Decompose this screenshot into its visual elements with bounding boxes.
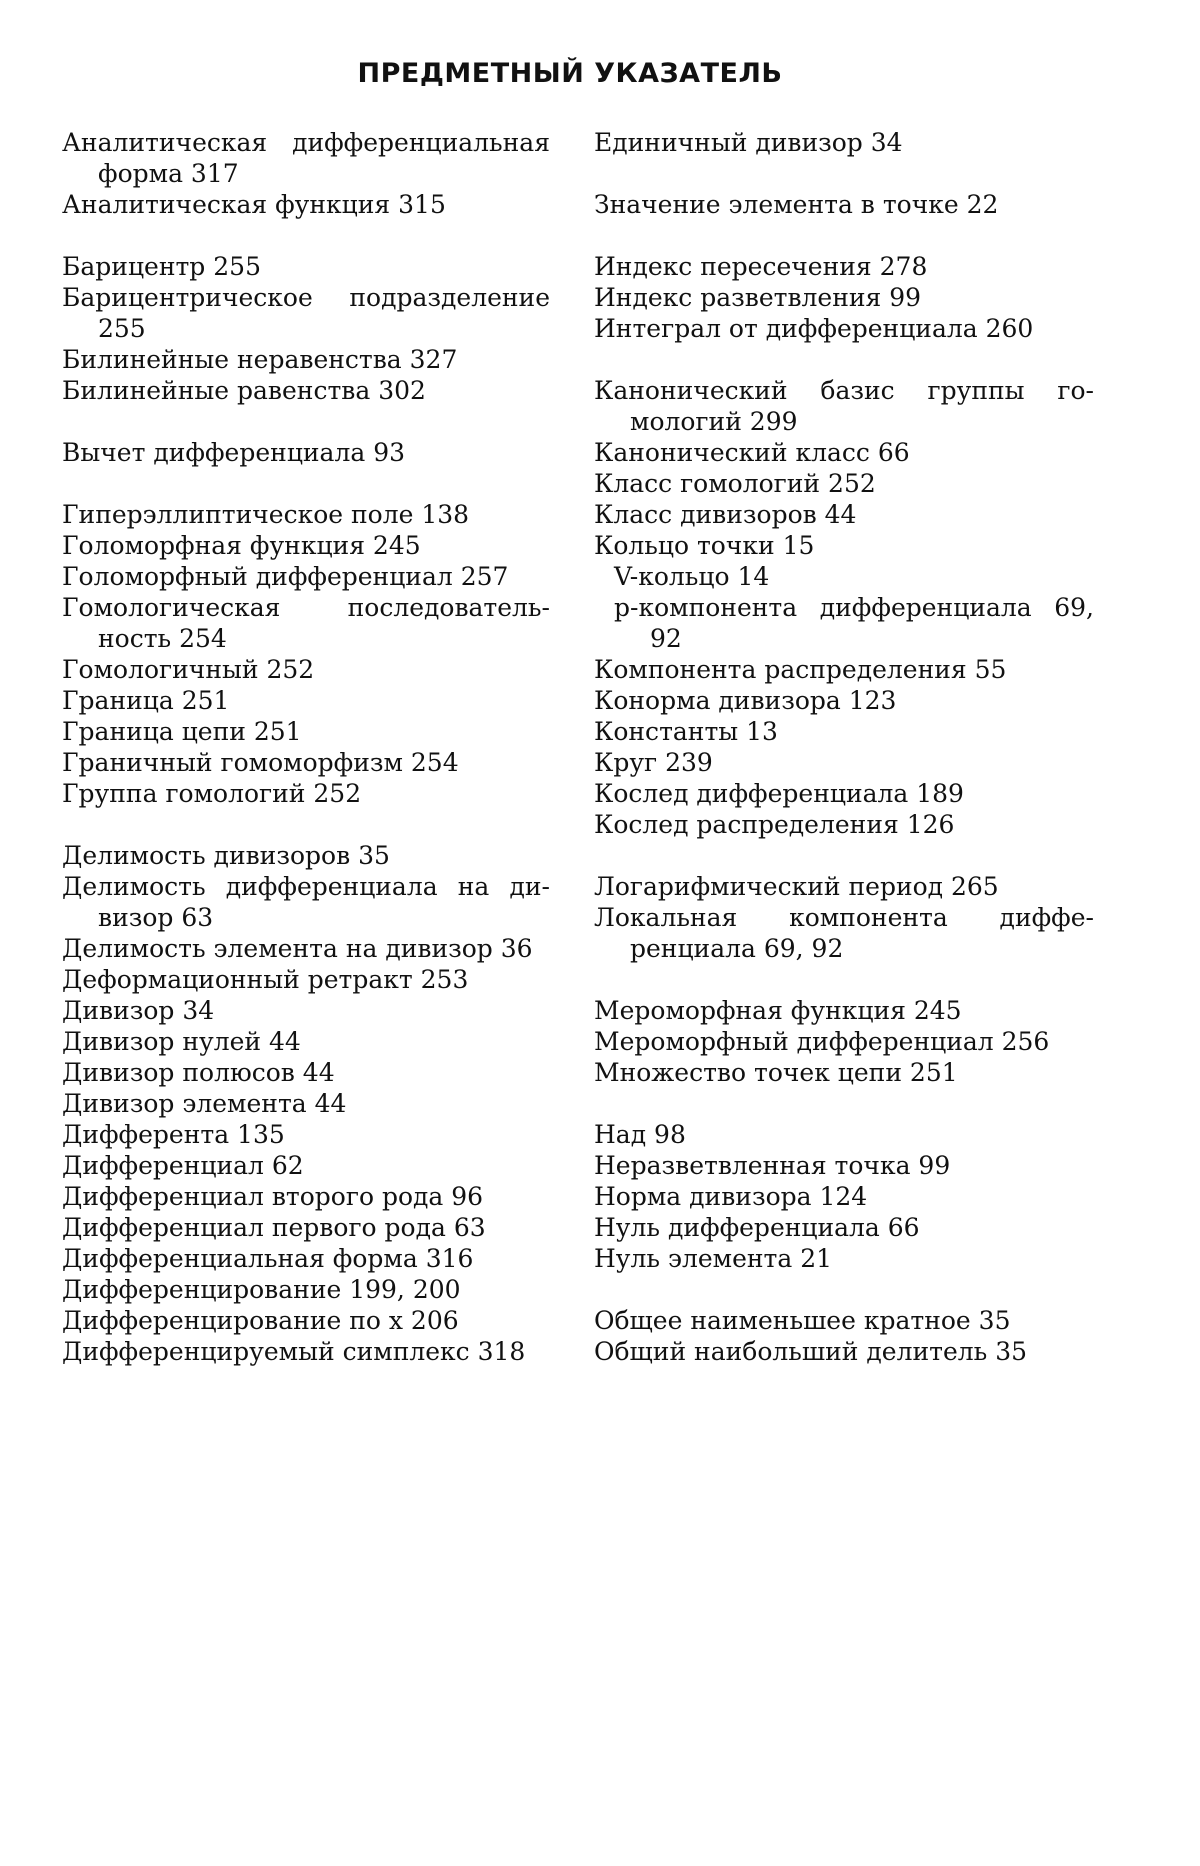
index-entry: Делимость дифференциала на дивизор 63 [62, 872, 550, 932]
index-entry: Значение элемента в точке 22 [594, 190, 999, 219]
index-entry: Голоморфный дифференциал 257 [62, 562, 509, 591]
index-entry: Кослед дифференциала 189 [594, 779, 964, 808]
index-letter-group [62, 127, 550, 220]
index-entry: Дивизор полюсов 44 [62, 1058, 335, 1087]
index-letter-group [594, 1305, 1094, 1367]
index-entry: Константы 13 [594, 717, 778, 746]
index-entry: Дифференциал второго рода 96 [62, 1182, 484, 1211]
index-letter-group [594, 375, 1094, 654]
index-entry: Дивизор элемента 44 [62, 1089, 347, 1118]
index-letter-group [594, 127, 1094, 158]
index-entry: Дифференциальная форма 316 [62, 1244, 474, 1273]
page-title: ПРЕДМЕТНЫЙ УКАЗАТЕЛЬ [357, 58, 783, 89]
index-entry: Граничный гомоморфизм 254 [62, 748, 459, 777]
index-entry: Мероморфная функция 245 [594, 996, 962, 1025]
index-entry: Конорма дивизора 123 [594, 686, 897, 715]
index-entry: Класс дивизоров 44 [594, 500, 857, 529]
index-entry: Вычет дифференциала 93 [62, 438, 406, 467]
index-entry: Нуль элемента 21 [594, 1244, 833, 1273]
index-entry: Аналитическая дифференциальная форма 317 [62, 128, 550, 188]
index-column-left [62, 127, 550, 1398]
index-entry: Локальная компонента дифференциала 69, 92 [594, 903, 1094, 963]
index-entry: Группа гомологий 252 [62, 779, 362, 808]
index-entry: Множество точек цепи 251 [594, 1058, 958, 1087]
index-entry: Делимость элемента на дивизор 36 [62, 934, 533, 963]
index-entry: Общий наибольший делитель 35 [594, 1337, 1028, 1366]
index-letter-group [594, 995, 1094, 1088]
index-entry: Индекс разветвления 99 [594, 283, 922, 312]
index-entry: Аналитическая функция 315 [62, 190, 446, 219]
index-entry: Дивизор 34 [62, 996, 215, 1025]
index-entry: Барицентр 255 [62, 252, 261, 281]
index-subentry: V-кольцо 14 [614, 562, 770, 591]
index-entry: Билинейные равенства 302 [62, 376, 426, 405]
index-entry: Билинейные неравенства 327 [62, 345, 458, 374]
index-entry: Делимость дивизоров 35 [62, 841, 390, 870]
index-entry: Дифференциал 62 [62, 1151, 304, 1180]
index-column-right [594, 127, 1094, 1398]
index-letter-group [62, 499, 550, 809]
index-entry: Дивизор нулей 44 [62, 1027, 301, 1056]
index-entry: Кольцо точки 15 [594, 531, 815, 560]
index-entry: Голоморфная функция 245 [62, 531, 421, 560]
index-entry: Круг 239 [594, 748, 713, 777]
index-entry: Компонента распределения 55 [594, 655, 1007, 684]
index-letter-group [62, 840, 550, 1367]
index-letter-group [594, 654, 1094, 840]
index-entry: Кослед распределения 126 [594, 810, 955, 839]
index-entry: Неразветвленная точка 99 [594, 1151, 951, 1180]
index-entry: Граница 251 [62, 686, 230, 715]
index-entry: Логарифмический период 265 [594, 872, 999, 901]
index-entry: Единичный дивизор 34 [594, 128, 903, 157]
index-entry: Деформационный ретракт 253 [62, 965, 469, 994]
index-letter-group [594, 871, 1094, 964]
index-entry: Гомологическая последовательность 254 [62, 593, 550, 653]
index-entry: Интеграл от дифференциала 260 [594, 314, 1034, 343]
index-entry: Индекс пересечения 278 [594, 252, 928, 281]
index-letter-group [594, 251, 1094, 344]
index-entry: Общее наименьшее кратное 35 [594, 1306, 1011, 1335]
index-letter-group [594, 1119, 1094, 1274]
index-entry: Гомологичный 252 [62, 655, 315, 684]
index-entry: Канонический базис группы гомологий 299 [594, 376, 1094, 436]
index-entry: Канонический класс 66 [594, 438, 910, 467]
index-entry: Дифференциал первого рода 63 [62, 1213, 486, 1242]
index-entry: Дифференцируемый симплекс 318 [62, 1337, 526, 1366]
index-entry: Норма дивизора 124 [594, 1182, 868, 1211]
index-entry: Гиперэллиптическое поле 138 [62, 500, 470, 529]
index-letter-group [62, 437, 550, 468]
index-letter-group [62, 251, 550, 406]
index-entry: Дифференцирование по x 206 [62, 1306, 459, 1335]
index-letter-group [594, 189, 1094, 220]
index-subentry: p-компонента дифференциала 69, 92 [614, 593, 1094, 653]
index-entry: Дифферента 135 [62, 1120, 285, 1149]
index-entry: Дифференцирование 199, 200 [62, 1275, 461, 1304]
index-entry: Мероморфный дифференциал 256 [594, 1027, 1050, 1056]
index-entry: Класс гомологий 252 [594, 469, 876, 498]
index-entry: Граница цепи 251 [62, 717, 302, 746]
index-entry: Над 98 [594, 1120, 686, 1149]
index-entry: Барицентрическое подразделение 255 [62, 283, 550, 343]
index-entry: Нуль дифференциала 66 [594, 1213, 920, 1242]
